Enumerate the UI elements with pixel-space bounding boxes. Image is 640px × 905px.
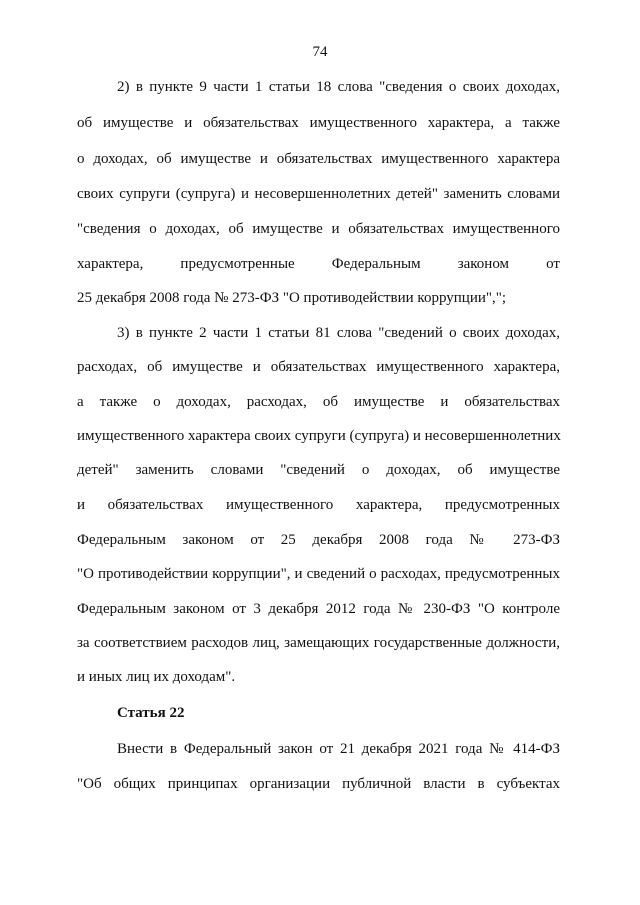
paragraph-3-line: расходах, об имуществе и обязательствах имущественного характера, [77, 359, 560, 375]
paragraph-3-line: и иных лиц их доходам". [77, 669, 236, 685]
paragraph-3-line: Федеральным законом от 3 декабря 2012 года № 230-ФЗ "О контроле [77, 601, 560, 617]
paragraph-2-line: об имуществе и обязательствах имущественного характера, а также [77, 115, 560, 131]
paragraph-4-line: Внести в Федеральный закон от 21 декабря 2021 года № 414-ФЗ [117, 741, 560, 757]
paragraph-3-line: Федеральным законом от 25 декабря 2008 года № 273-ФЗ [77, 532, 560, 548]
paragraph-3-line: а также о доходах, расходах, об имуществе и обязательствах [77, 394, 560, 410]
paragraph-3-line: и обязательствах имущественного характера, предусмотренных [77, 497, 560, 513]
paragraph-2-line: о доходах, об имуществе и обязательствах имущественного характера [77, 151, 560, 167]
paragraph-2-line: 2) в пункте 9 части 1 статьи 18 слова "сведения о своих доходах, [117, 79, 560, 95]
paragraph-3-line: имущественного характера своих супруги (супруга) и несовершеннолетних [77, 428, 561, 444]
paragraph-4-line: "Об общих принципах организации публичной власти в субъектах [77, 776, 560, 792]
paragraph-3-line: за соответствием расходов лиц, замещающих государственные должности, [77, 635, 560, 651]
article-heading: Статья 22 [117, 705, 185, 721]
paragraph-2-line: 25 декабря 2008 года № 273-ФЗ "О противодействии коррупции","; [77, 290, 507, 306]
paragraph-3-line: детей" заменить словами "сведений о доходах, об имуществе [77, 462, 560, 478]
paragraph-2-line: "сведения о доходах, об имуществе и обязательствах имущественного [77, 221, 560, 237]
paragraph-2-line: своих супруги (супруга) и несовершеннолетних детей" заменить словами [77, 186, 560, 202]
paragraph-2-line: характера, предусмотренные Федеральным законом от [77, 256, 560, 272]
paragraph-3-line: 3) в пункте 2 части 1 статьи 81 слова "сведений о своих доходах, [117, 325, 560, 341]
paragraph-3-line: "О противодействии коррупции", и сведений о расходах, предусмотренных [77, 566, 560, 582]
page-number: 74 [312, 44, 328, 60]
